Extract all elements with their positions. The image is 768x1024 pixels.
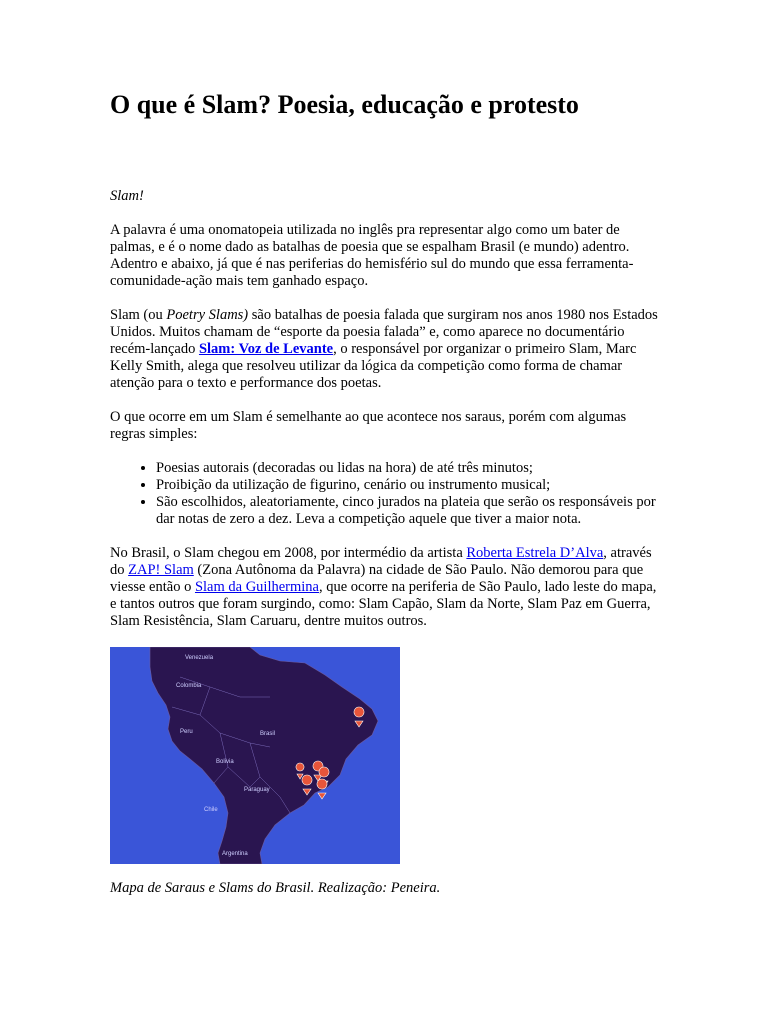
paragraph-3: O que ocorre em um Slam é semelhante ao que acontece nos saraus, porém com algumas regras simples: <box>110 409 627 442</box>
paragraph-2: Slam (ou Poetry Slams) são batalhas de poesia falada que surgiram nos anos 1980 nos Estados Unidos. Muitos chamam de “esporte da poesia falada” e, como aparece no documentário recém-lançado Slam: Voz de Levante, o responsável por organizar o primeiro Slam, Marc Kelly Smith, alega que resolveu utilizar da lógica da competição como forma de chamar atenção para o texto e performance dos poetas. <box>110 307 658 391</box>
zap-slam-link[interactable]: ZAP! Slam <box>128 562 194 578</box>
list-item: • Poesias autorais (decoradas ou lidas na hora) de até três minutos; <box>156 460 658 477</box>
list-item: • São escolhidos, aleatoriamente, cinco jurados na plateia que serão os responsáveis por dar notas de zero a dez. Leva a competição aquele que tiver a maior nota. <box>156 494 658 528</box>
list-item: • Proibição da utilização de figurino, cenário ou instrumento musical; <box>156 477 658 494</box>
rules-list <box>110 460 658 528</box>
paragraph-4: No Brasil, o Slam chegou em 2008, por intermédio da artista Roberta Estrela D’Alva, através do ZAP! Slam (Zona Autônoma da Palavra) na cidade de São Paulo. Não demorou para que viesse então o Slam da Guilhermina, que ocorre na periferia de São Paulo, lado leste do mapa, e tantos outros que foram surgindo, como: Slam Capão, Slam da Norte, Slam Paz em Guerra, Slam Resistência, Slam Caruaru, dentre muitos outros. <box>110 545 657 629</box>
map-caption: Mapa de Saraus e Slams do Brasil. Realização: Peneira. <box>110 880 441 896</box>
svg-text:Argentina: Argentina <box>222 851 248 857</box>
svg-text:Brasil: Brasil <box>260 731 276 737</box>
svg-text:Chile: Chile <box>204 807 218 813</box>
svg-text:Bolivia: Bolivia <box>216 759 234 765</box>
svg-text:Paraguay: Paraguay <box>244 787 270 793</box>
svg-text:Peru: Peru <box>180 729 193 735</box>
article-lead: Slam! <box>110 188 144 204</box>
article <box>110 88 658 897</box>
svg-text:Colombia: Colombia <box>176 683 202 689</box>
paragraph-1: A palavra é uma onomatopeia utilizada no inglês pra representar algo como um bater de palmas, e é o nome dado as batalhas de poesia que se espalham Brasil (e mundo) adentro. Adentro e abaixo, já que é nas periferias do hemisfério sul do mundo que essa ferramenta-comunidade-ação mais tem ganhado espaço. <box>110 222 634 289</box>
svg-text:Venezuela: Venezuela <box>185 655 214 661</box>
slam-voz-de-levante-link[interactable]: Slam: Voz de Levante <box>198 341 334 357</box>
slams-map-image <box>110 647 400 864</box>
roberta-estrela-dalva-link[interactable]: Roberta Estrela D’Alva <box>466 545 604 561</box>
article-title: O que é Slam? Poesia, educação e protesto <box>110 90 579 119</box>
slam-da-guilhermina-link[interactable]: Slam da Guilhermina <box>194 579 319 595</box>
